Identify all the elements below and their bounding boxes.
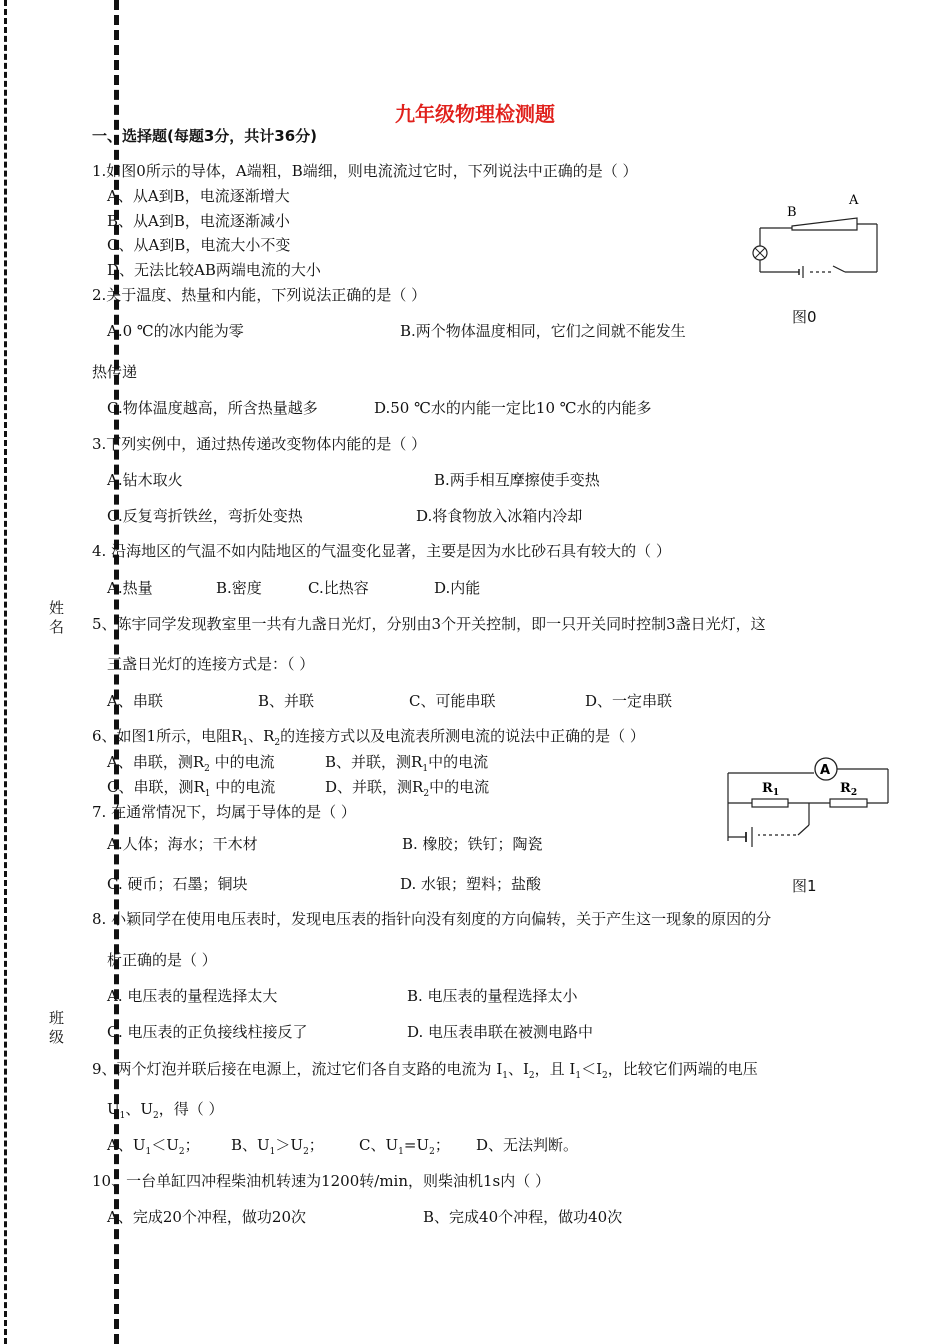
q8-option-d: D. 电压表串联在被测电路中: [407, 1023, 594, 1041]
q5-option-b: B、并联: [258, 692, 315, 710]
q10-stem: 10、一台单缸四冲程柴油机转速为1200转/min，则柴油机1s内（ ）: [92, 1172, 551, 1190]
q8-stem: 8. 小颖同学在使用电压表时，发现电压表的指针向没有刻度的方向偏转，关于产生这一现象的原因的分: [92, 910, 772, 928]
q2-option-b: B.两个物体温度相同，它们之间就不能发生: [400, 322, 686, 340]
q6-option-c: C、串联，测$R_1$ 中的电流: [107, 778, 276, 799]
q3-option-d: D.将食物放入冰箱内冷却: [416, 507, 583, 525]
fig1-r1-label: $R_1$: [762, 781, 780, 798]
page-title: 九年级物理检测题: [395, 102, 555, 126]
figure-0-circuit: [745, 188, 885, 280]
q2-option-d: D.50 ℃水的内能一定比10 ℃水的内能多: [374, 399, 652, 417]
q1-option-a: A、从A到B，电流逐渐增大: [107, 187, 290, 205]
q2-stem: 2.关于温度、热量和内能，下列说法正确的是（ ）: [92, 286, 427, 304]
q8-stem-cont: 析正确的是（ ）: [107, 951, 217, 969]
binding-dash-line-outer: [4, 0, 7, 1344]
q3-option-b: B.两手相互摩擦使手变热: [434, 471, 600, 489]
q5-stem: 5、陈宇同学发现教室里一共有九盏日光灯，分别由3个开关控制，即一只开关同时控制3盏日光灯，这: [92, 615, 766, 633]
q2-option-b-cont: 热传递: [92, 363, 138, 381]
q2-option-a: A.0 ℃的冰内能为零: [107, 322, 244, 340]
q5-stem-cont: 三盏日光灯的连接方式是：（ ）: [107, 655, 315, 673]
q5-option-d: D、一定串联: [585, 692, 673, 710]
q6-option-d: D、并联，测$R_2$中的电流: [325, 778, 490, 799]
section-heading: 一、选择题(每题3分，共计36分): [92, 127, 318, 145]
fig1-meter-label: A: [820, 763, 831, 778]
q9-option-d: D、无法判断。: [476, 1136, 579, 1154]
q3-option-a: A.钻木取火: [107, 471, 183, 489]
q7-option-c: C. 硬币；石墨；铜块: [107, 875, 248, 893]
fig0-label-b: B: [787, 205, 797, 220]
name-label: 姓名: [47, 600, 65, 638]
q4-option-d: D.内能: [434, 579, 481, 597]
q4-option-c: C.比热容: [308, 579, 369, 597]
q7-option-d: D. 水银；塑料；盐酸: [400, 875, 542, 893]
q9-option-c: C、$U_1=U_2$；: [359, 1136, 450, 1157]
q10-option-b: B、完成40个冲程，做功40次: [423, 1208, 623, 1226]
q3-option-c: C.反复弯折铁丝，弯折处变热: [107, 507, 303, 525]
q8-option-a: A. 电压表的量程选择太大: [107, 987, 278, 1005]
q9-option-a: A、$U_1<U_2$；: [107, 1136, 200, 1157]
q1-option-c: C、从A到B，电流大小不变: [107, 236, 291, 254]
q7-stem: 7. 在通常情况下，均属于导体的是（ ）: [92, 803, 356, 821]
q7-option-b: B. 橡胶；铁钉；陶瓷: [402, 835, 543, 853]
q1-option-d: D、无法比较AB两端电流的大小: [107, 261, 321, 279]
q8-option-b: B. 电压表的量程选择太小: [407, 987, 578, 1005]
q4-stem: 4. 沿海地区的气温不如内陆地区的气温变化显著，主要是因为水比砂石具有较大的（ ）: [92, 542, 671, 560]
fig1-caption: 图1: [792, 877, 817, 895]
q6-option-a: A、串联，测$R_2$ 中的电流: [107, 753, 275, 774]
q2-option-c: C.物体温度越高，所含热量越多: [107, 399, 318, 417]
q6-stem: 6、如图1所示，电阻$R_1$、$R_2$的连接方式以及电流表所测电流的说法中正确的是（ ）: [92, 727, 645, 748]
q9-stem: 9、两个灯泡并联后接在电源上，流过它们各自支路的电流为 $I_1$、$I_2$，且 $I_1<I_2$，比较它们两端的电压: [92, 1060, 758, 1081]
q4-option-a: A.热量: [107, 579, 153, 597]
q9-stem-cont: $U_1$、$U_2$，得（ ）: [107, 1100, 224, 1121]
class-label: 班级: [47, 1010, 65, 1048]
q5-option-c: C、可能串联: [409, 692, 496, 710]
q8-option-c: C. 电压表的正负接线柱接反了: [107, 1023, 308, 1041]
q7-option-a: A.人体；海水；干木材: [107, 835, 258, 853]
q10-option-a: A、完成20个冲程，做功20次: [107, 1208, 307, 1226]
q5-option-a: A、串联: [107, 692, 163, 710]
q3-stem: 3.下列实例中，通过热传递改变物体内能的是（ ）: [92, 435, 427, 453]
figure-1-circuit: [722, 755, 894, 855]
fig0-label-a: A: [849, 193, 859, 208]
q1-option-b: B、从A到B，电流逐渐减小: [107, 212, 290, 230]
q1-stem: 1.如图0所示的导体，A端粗，B端细，则电流流过它时，下列说法中正确的是（ ）: [92, 162, 638, 180]
q9-option-b: B、$U_1>U_2$；: [231, 1136, 324, 1157]
q6-option-b: B、并联，测$R_1$中的电流: [325, 753, 489, 774]
q4-option-b: B.密度: [216, 579, 262, 597]
fig1-r2-label: $R_2$: [840, 781, 858, 798]
fig0-caption: 图0: [792, 308, 817, 326]
